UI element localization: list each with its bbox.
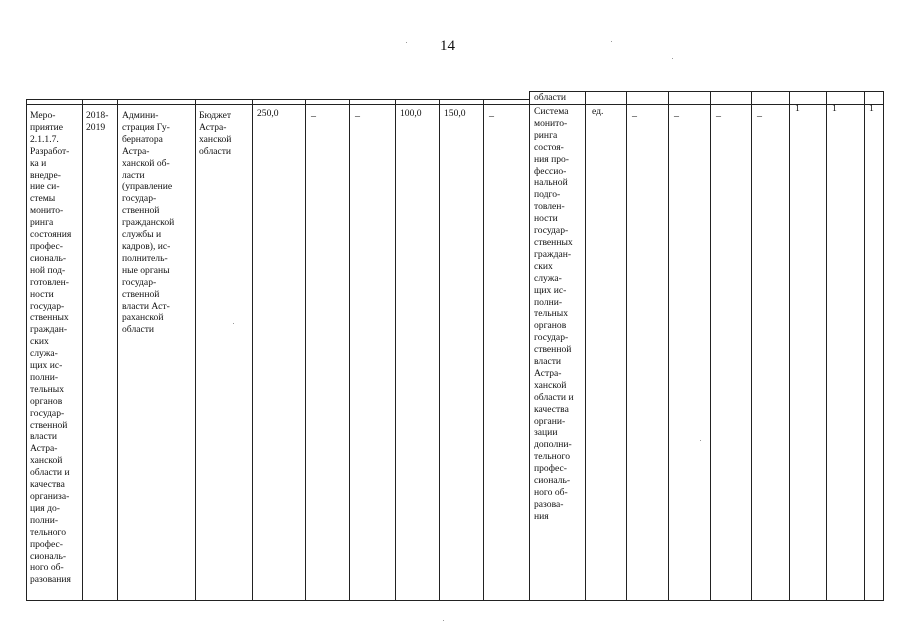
col-border <box>252 99 253 601</box>
year3-cell: 100,0 <box>400 108 422 119</box>
event-cell: Меро- приятие 2.1.1.7. Разработ- ка и внедре- ние си- стемы монито- ринга состояния профес- сиональ- ной под- готовлен- ности государ- ственных граждан- ских служа- щих ис- полни- тельных органов государ- ственной власти Астра- ханской области и качества организа- ция до- полни- тельного профес- сиональ- ного об- разования <box>30 110 72 586</box>
value2-cell: – <box>674 111 679 122</box>
year1-cell: – <box>311 111 316 122</box>
table-bottom-rule <box>26 600 884 601</box>
col-border <box>668 91 669 601</box>
col-border <box>82 99 83 601</box>
table-top-rule-left <box>26 99 530 100</box>
years-cell: 2018- 2019 <box>86 110 109 133</box>
col-border <box>710 91 711 601</box>
year4-cell: 150,0 <box>444 108 466 119</box>
scan-speck <box>443 620 444 621</box>
col-border <box>585 91 586 601</box>
table-top-rule-right <box>529 91 884 92</box>
col-border <box>883 91 884 601</box>
col-border <box>864 91 865 601</box>
col-border <box>26 99 27 601</box>
col-border <box>789 91 790 601</box>
col-border <box>751 91 752 601</box>
value3-cell: – <box>716 111 721 122</box>
scan-speck <box>700 440 701 441</box>
executor-cell: Админи- страция Гу- бернатора Астра- ханской об- ласти (управление государ- ственной гражданской службы и кадров), ис- полнитель- ные органы государ- ственной власти Аст- раханской области <box>122 110 175 336</box>
year2-cell: – <box>355 111 360 122</box>
value5-cell: 1 <box>795 103 800 114</box>
scan-speck <box>611 41 612 42</box>
page-number: 14 <box>440 38 455 54</box>
col-border <box>195 99 196 601</box>
value7-cell: 1 <box>869 103 874 114</box>
unit-cell: ед. <box>592 106 604 117</box>
total-cell: 250,0 <box>257 108 279 119</box>
col-border <box>305 99 306 601</box>
col-border <box>483 99 484 601</box>
year5-cell: – <box>489 111 494 122</box>
value4-cell: – <box>757 111 762 122</box>
col-border <box>395 99 396 601</box>
value1-cell: – <box>632 111 637 122</box>
col-border <box>439 99 440 601</box>
col-border <box>826 91 827 601</box>
value6-cell: 1 <box>832 103 837 114</box>
source-cell: Бюджет Астра- ханской области <box>199 110 232 157</box>
indicator-cell: Система монито- ринга состоя- ния про- фессио- нальной подго- товлен- ности государ- ственных граждан- ских служа- щих ис- полни- тельных органов государ- ственной власти Астра- ханской области и качества органи- зации дополни- тельного профес- сиональ- ного об- разова- ния <box>534 106 574 522</box>
table-header-divider <box>26 104 884 105</box>
col-border <box>529 91 530 601</box>
col-border <box>349 99 350 601</box>
scan-speck <box>406 42 407 43</box>
scan-speck <box>672 58 673 59</box>
scan-speck <box>233 323 234 324</box>
continued-label: области <box>534 92 567 103</box>
col-border <box>117 99 118 601</box>
col-border <box>626 91 627 601</box>
